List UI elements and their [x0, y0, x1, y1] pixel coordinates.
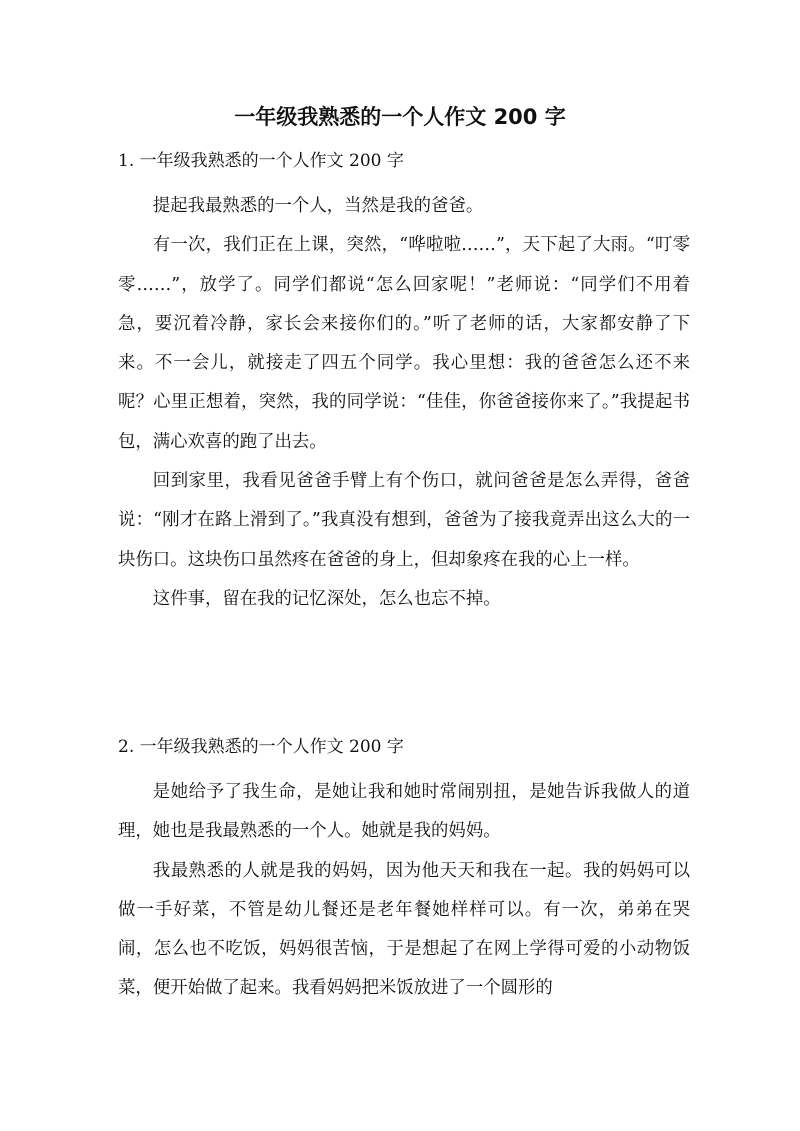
essay-section-2: [118, 735, 690, 1009]
paragraph: 是她给予了我生命，是她让我和她时常闹别扭，是她告诉我做人的道理，她也是我最熟悉的一个人。她就是我的妈妈。: [118, 782, 690, 842]
essay-section-1: [118, 149, 690, 619]
paragraph: 我最熟悉的人就是我的妈妈，因为他天天和我在一起。我的妈妈可以做一手好菜，不管是幼儿餐还是老年餐她样样可以。有一次，弟弟在哭闹，怎么也不吃饭，妈妈很苦恼，于是想起了在网上学得可爱的小动物饭菜，便开始做了起来。我看妈妈把米饭放进了一个圆形的: [118, 860, 690, 999]
paragraph: 这件事，留在我的记忆深处，怎么也忘不掉。: [152, 588, 501, 609]
section-heading: 2. 一年级我熟悉的一个人作文 200 字: [118, 737, 404, 757]
section-heading: 1. 一年级我熟悉的一个人作文 200 字: [118, 151, 404, 171]
document-title: 一年级我熟悉的一个人作文 200 字: [234, 105, 566, 129]
paragraph: 提起我最熟悉的一个人，当然是我的爸爸。: [152, 196, 484, 216]
paragraph: 回到家里，我看见爸爸手臂上有个伤口，就问爸爸是怎么弄得，爸爸说：“刚才在路上滑到了。”我真没有想到，爸爸为了接我竟弄出这么大的一块伤口。这块伤口虽然疼在爸爸的身上，但却象疼在我的心上一样。: [118, 471, 690, 570]
paragraph: 有一次，我们正在上课，突然，“哗啦啦……”，天下起了大雨。“叮零零……”，放学了。同学们都说“怎么回家呢！”老师说：“同学们不用着急，要沉着冷静，家长会来接你们的。”听了老师的话，大家都安静了下来。不一会儿，就接走了四五个同学。我心里想：我的爸爸怎么还不来呢？心里正想着，突然，我的同学说：“佳佳，你爸爸接你来了。”我提起书包，满心欢喜的跑了出去。: [118, 235, 690, 452]
